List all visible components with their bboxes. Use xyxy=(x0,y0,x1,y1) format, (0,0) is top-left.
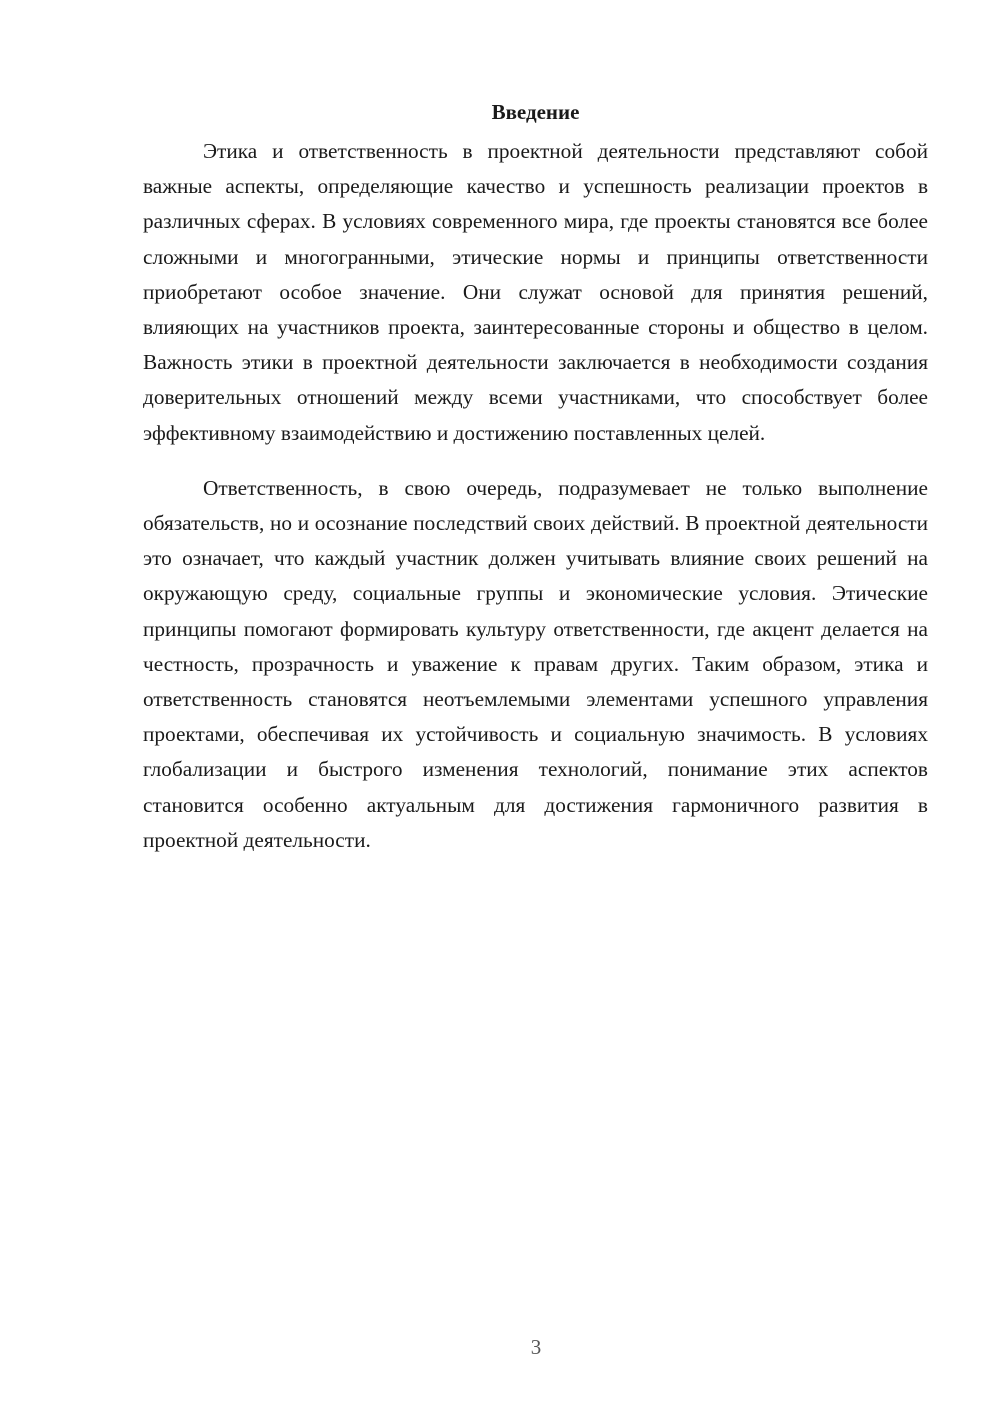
paragraph-1: Этика и ответственность в проектной деятельности представляют собой важные аспекты, определяющие качество и успешность реализации проектов в различных сферах. В условиях современного мира, где проекты становятся все более сложными и многогранными, этические нормы и принципы ответственности приобретают особое значение. Они служат основой для принятия решений, влияющих на участников проекта, заинтересованные стороны и общество в целом. Важность этики в проектной деятельности заключается в необходимости создания доверительных отношений между всеми участниками, что способствует более эффективному взаимодействию и достижению поставленных целей. xyxy=(143,139,928,445)
page-number: 3 xyxy=(530,1335,542,1359)
section-heading: Введение xyxy=(491,100,580,124)
page-content xyxy=(143,98,928,858)
paragraph-2: Ответственность, в свою очередь, подразумевает не только выполнение обязательств, но и осознание последствий своих действий. В проектной деятельности это означает, что каждый участник должен учитывать влияние своих решений на окружающую среду, социальные группы и экономические условия. Этические принципы помогают формировать культуру ответственности, где акцент делается на честность, прозрачность и уважение к правам других. Таким образом, этика и ответственность становятся неотъемлемыми элементами успешного управления проектами, обеспечивая их устойчивость и социальную значимость. В условиях глобализации и быстрого изменения технологий, понимание этих аспектов становится особенно актуальным для достижения гармоничного развития в проектной деятельности. xyxy=(143,475,928,852)
